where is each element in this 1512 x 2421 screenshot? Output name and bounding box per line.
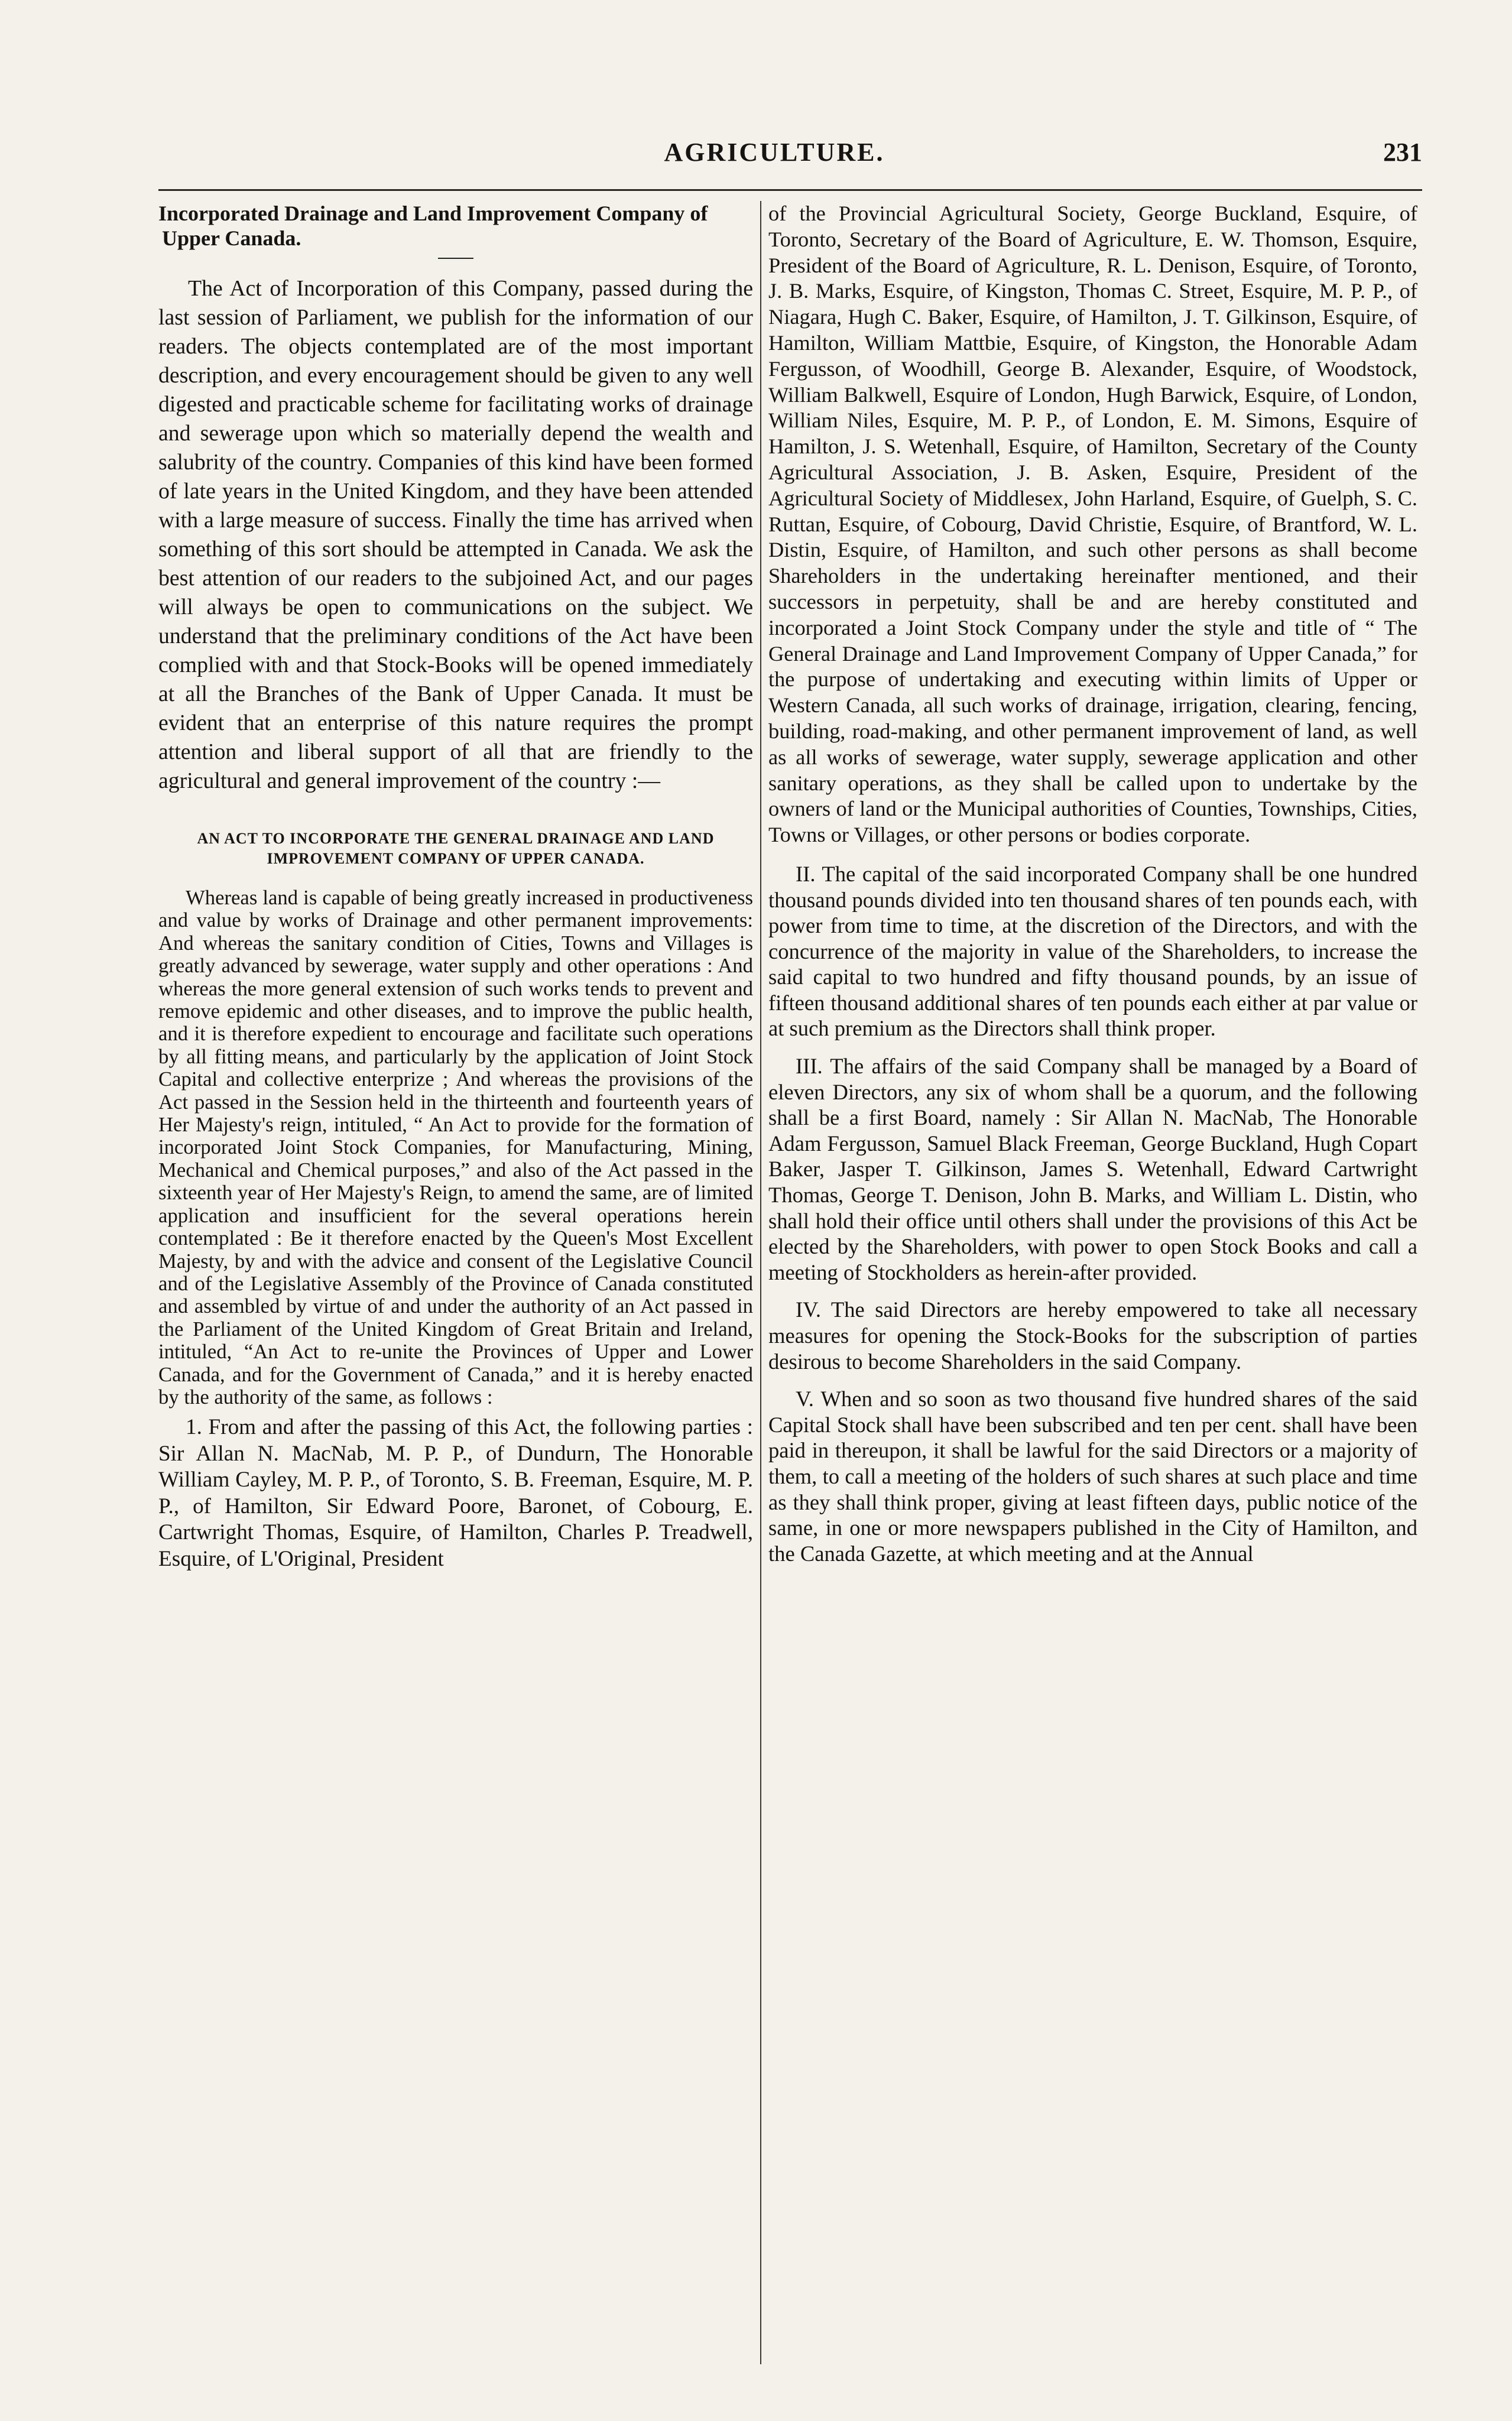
header-rule [158, 189, 1422, 191]
page-number: 231 [1383, 138, 1422, 167]
section-2: II. The capital of the said incorporated Company shall be one hundred thousand pounds divided into ten thousand shares of ten pounds each, with power from time to time, at the discretion of the Directors, and with the concurrence of the majority in value of the Shareholders, to increase the said capital to two hundred and fifty thousand pounds, by an issue of fifteen thousand additional shares of ten pounds each either at par value or at such premium as the Directors shall think proper. [768, 861, 1417, 1041]
running-header [0, 137, 1512, 179]
section-4: IV. The said Directors are hereby empowered to take all necessary measures for opening the Stock-Books for the subscription of parties desirous to become Shareholders in the said Company. [768, 1297, 1417, 1374]
column-divider [760, 201, 761, 2364]
running-title: AGRICULTURE. [664, 138, 885, 167]
intro-paragraph: The Act of Incorporation of this Company, passed during the last session of Parliament, we publish for the information of our readers. The objects contemplated are of the most important description, and every encouragement should be given to any well digested and practicable scheme for facilitating works of drainage and sewerage upon which so materially depend the wealth and salubrity of the country. Companies of this kind have been formed of late years in the United Kingdom, and they have been attended with a large measure of success. Finally the time has arrived when something of this sort should be attempted in Canada. We ask the best attention of our readers to the subjoined Act, and our pages will always be open to communications on the subject. We understand that the preliminary conditions of the Act have been complied with and that Stock-Books will be opened immediately at all the Branches of the Bank of Upper Canada. It must be evident that an enterprise of this nature requires the prompt attention and liberal support of all that are friendly to the agricultural and general improvement of the country :— [158, 276, 753, 793]
section-1-part-2: of the Provincial Agricultural Society, George Buckland, Esquire, of Toronto, Secretary of the Board of Agriculture, E. W. Thomson, Esquire, President of the Board of Agriculture, R. L. Denison, Esquire, of Toronto, J. B. Marks, Esquire, of Kingston, Thomas C. Street, Esquire, M. P. P., of Niagara, Hugh C. Baker, Esquire, of Hamilton, J. T. Gilkinson, Esquire, of Hamilton, William Mattbie, Esquire, of Kingston, the Honorable Adam Fergusson, of Woodhill, George B. Alexander, Esquire, of Woodstock, William Balkwell, Esquire of London, Hugh Barwick, Esquire, of London, William Niles, Esquire, M. P. P., of London, E. M. Simons, Esquire of Hamilton, J. S. Wetenhall, Esquire, of Hamilton, Secretary of the County Agricultural Association, J. B. Asken, Esquire, President of the Agricultural Society of Middlesex, John Harland, Esquire, of Guelph, S. C. Ruttan, Esquire, of Cobourg, David Christie, Esquire, of Brantford, W. L. Distin, Esquire, of Hamilton, and such other persons as shall become Shareholders in the undertaking hereinafter mentioned, and their successors in perpetuity, shall be and are hereby constituted and incorporated a Joint Stock Company under the style and title of “ The General Drainage and Land Improvement Company of Upper Canada,” for the purpose of undertaking and executing within limits of Upper or Western Canada, all such works of drainage, irrigation, clearing, fencing, building, road-making, and other permanent improvement of land, as well as all works of sewerage, water supply, sewerage application and other sanitary operations, as they shall be called upon to undertake by the owners of land or the Municipal authorities of Counties, Townships, Cities, Towns or Villages, or other persons or bodies corporate. [768, 202, 1417, 847]
section-3: III. The affairs of the said Company shall be managed by a Board of eleven Directors, any six of whom shall be a quorum, and the following shall be a first Board, namely : Sir Allan N. MacNab, The Honorable Adam Fergusson, Samuel Black Freeman, George Buckland, Hugh Copart Baker, Jasper T. Gilkinson, James S. Wetenhall, Edward Cartwright Thomas, George T. Denison, John B. Marks, and William L. Distin, who shall hold their office until others shall under the provisions of this Act be elected by the Shareholders, with power to open Stock Books and call a meeting of Stockholders as herein-after provided. [768, 1054, 1417, 1284]
act-preamble: Whereas land is capable of being greatly increased in productiveness and value by works of Drainage and other permanent improvements: And whereas the sanitary condition of Cities, Towns and Villages is greatly advanced by sewerage, water supply and other operations : And whereas the more general extension of such works tends to prevent and remove epidemic and other diseases, and to improve the public health, and it is therefore expedient to encourage and facilitate such operations by all fitting means, and particularly by the application of Joint Stock Capital and collective enterprize ; And whereas the provisions of the Act passed in the Session held in the thirteenth and fourteenth years of Her Majesty's reign, intituled, “ An Act to provide for the formation of incorporated Joint Stock Companies, for Manufacturing, Mining, Mechanical and Chemical purposes,” and also of the Act passed in the sixteenth year of Her Majesty's Reign, to amend the same, are of limited application and insufficient for the several operations herein contemplated : Be it therefore enacted by the Queen's Most Excellent Majesty, by and with the advice and consent of the Legislative Council and of the Legislative Assembly of the Province of Canada constituted and assembled by virtue of and under the authority of an Act passed in the Parliament of the United Kingdom of Great Britain and Ireland, intituled, “An Act to re-unite the Provinces of Upper and Lower Canada, and for the Government of Canada,” and it is hereby enacted by the authority of the same, as follows : [158, 886, 753, 1409]
title-divider [438, 258, 473, 259]
section-5: V. When and so soon as two thousand five hundred shares of the said Capital Stock shall have been subscribed and ten per cent. shall have been paid in thereupon, it shall be lawful for the said Directors or a majority of them, to call a meeting of the holders of such shares at such place and time as they shall think proper, giving at least fifteen days, public notice of the same, in one or more newspapers published in the City of Hamilton, and the Canada Gazette, at which meeting and at the Annual [768, 1387, 1417, 1566]
left-column [158, 201, 753, 2364]
act-heading: AN ACT TO INCORPORATE THE GENERAL DRAINAGE AND LAND IMPROVEMENT COMPANY OF UPPER CANADA. [197, 830, 715, 867]
article-title: Incorporated Drainage and Land Improvement Company of Upper Canada. [158, 202, 708, 250]
section-1-part-1: 1. From and after the passing of this Act, the following parties : Sir Allan N. MacNab, M. P. P., of Dundurn, The Honorable William Cayley, M. P. P., of Toronto, S. B. Freeman, Esquire, M. P. P., of Hamilton, Sir Edward Poore, Baronet, of Cobourg, E. Cartwright Thomas, Esquire, of Hamilton, Charles P. Treadwell, Esquire, of L'Original, President [158, 1415, 753, 1571]
right-column [768, 201, 1417, 2364]
